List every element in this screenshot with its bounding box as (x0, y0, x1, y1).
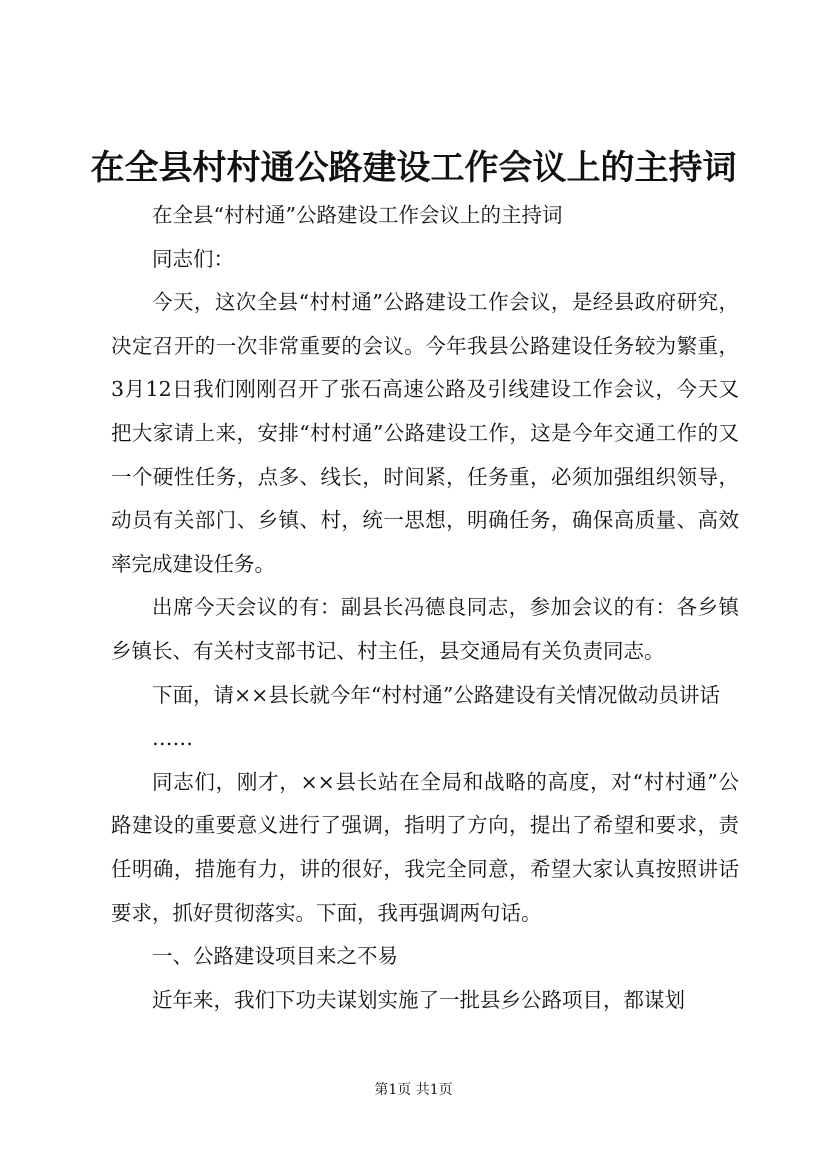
section-heading: 一、公路建设项目来之不易 (152, 944, 398, 969)
paragraph-salutation: 同志们： (152, 246, 234, 271)
paragraph-opening: 今天，这次全县“村村通”公路建设工作会议，是经县政府研究，决定召开的一次非常重要的会议。今年我县公路建设任务较为繁重，3月12日我们刚刚召开了张石高速公路及引线建设工作会议，今天又把大家请上来，安排“村村通”公路建设工作，这是今年交通工作的又一个硬性任务，点多、线长，时间紧，任务重，必须加强组织领导，动员有关部门、乡镇、村，统一思想，明确任务，确保高质量、高效率完成建设任务。 (111, 290, 739, 576)
paragraph-speech-intro: 下面，请××县长就今年“村村通”公路建设有关情况做动员讲话 (152, 682, 720, 707)
paragraph-section-text: 近年来，我们下功夫谋划实施了一批县乡公路项目，都谋划 (152, 987, 685, 1012)
page-footer: 第1页 共1页 (374, 1082, 453, 1098)
paragraph-summary: 同志们，刚才，××县长站在全局和战略的高度，对“村村通”公路建设的重要意义进行了强调，指明了方向，提出了希望和要求，责任明确，措施有力，讲的很好，我完全同意，希望大家认真按照讲话要求，抓好贯彻落实。下面，我再强调两句话。 (111, 769, 739, 925)
paragraph-subtitle: 在全县“村村通”公路建设工作会议上的主持词 (152, 203, 563, 227)
paragraph-attendees: 出席今天会议的有：副县长冯德良同志，参加会议的有：各乡镇乡镇长、有关村支部书记、村主任，县交通局有关负责同志。 (111, 595, 739, 663)
document-title: 在全县村村通公路建设工作会议上的主持词 (90, 148, 737, 188)
paragraph-ellipsis: …… (152, 726, 193, 751)
document-body (111, 194, 739, 1022)
